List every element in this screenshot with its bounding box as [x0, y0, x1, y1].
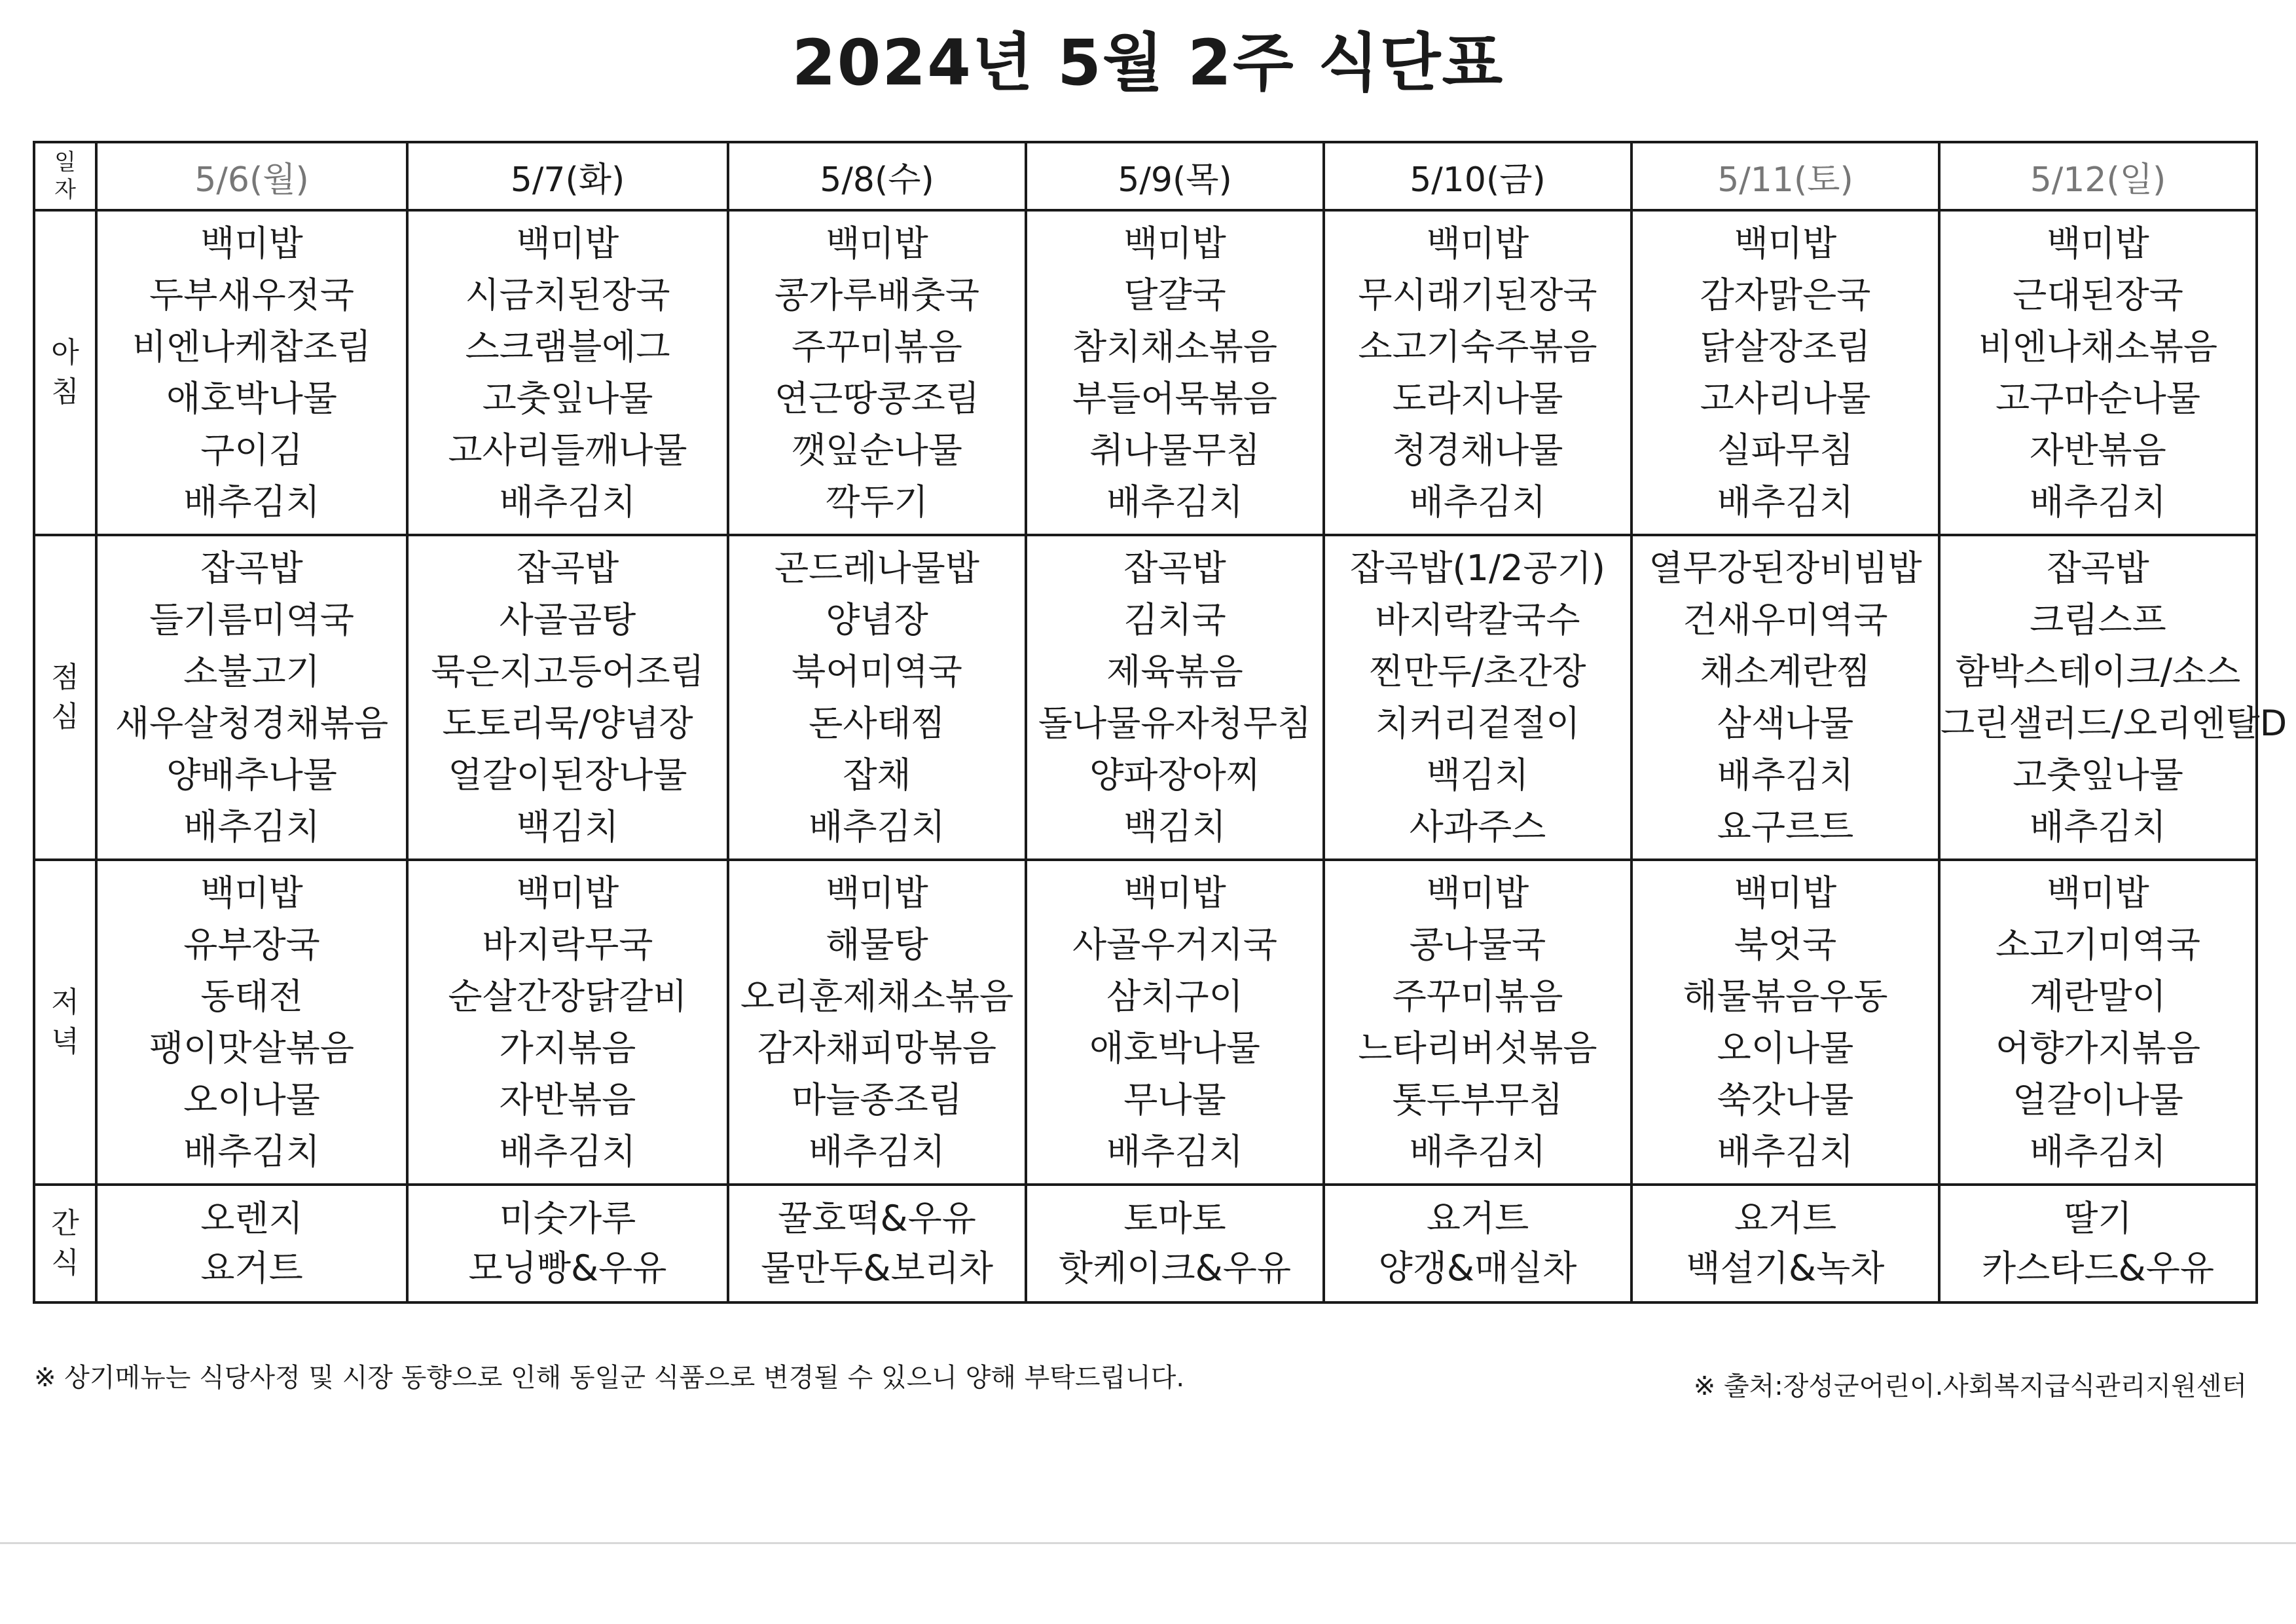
menu-item: 돌나물유자청무침	[1038, 703, 1312, 744]
snack-row	[34, 1185, 2257, 1302]
meal-label	[34, 535, 96, 860]
menu-item: 얼갈이된장나물	[448, 754, 687, 796]
menu-item: 잡곡밥	[2047, 547, 2149, 589]
menu-item: 두부새우젓국	[149, 274, 354, 316]
menu-item: 청경채나물	[1392, 430, 1563, 471]
menu-cell	[1324, 535, 1631, 860]
menu-item: 요구르트	[1717, 806, 1854, 847]
menu-item: 제육볶음	[1106, 651, 1243, 692]
menu-item: 잡곡밥(1/2공기)	[1350, 547, 1605, 589]
dinner-row	[34, 860, 2257, 1185]
menu-item-list	[1941, 867, 2255, 1177]
lunch-row	[34, 535, 2257, 860]
menu-item: 소고기미역국	[1995, 924, 2200, 965]
menu-item: 배추김치	[183, 806, 320, 847]
menu-item: 백미밥	[200, 872, 303, 913]
meal-label-char: 간	[51, 1207, 79, 1240]
menu-item: 구이김	[200, 430, 303, 471]
menu-item: 사골우거지국	[1072, 924, 1277, 965]
menu-item: 백미밥	[2047, 223, 2149, 264]
menu-item-list	[1027, 867, 1322, 1177]
menu-item: 백미밥	[826, 872, 928, 913]
menu-cell	[1324, 210, 1631, 535]
menu-item: 백김치	[516, 806, 619, 847]
menu-cell	[1324, 1185, 1631, 1302]
menu-item-list	[1325, 1194, 1630, 1293]
menu-item: 깻잎순나물	[792, 430, 962, 471]
menu-item-list	[729, 542, 1025, 853]
menu-item: 북어미역국	[792, 651, 962, 692]
menu-item: 도라지나물	[1392, 378, 1563, 419]
menu-item: 배추김치	[809, 806, 945, 847]
menu-item: 잡채	[843, 754, 911, 796]
menu-item: 애호박나물	[166, 378, 337, 419]
menu-item: 양갱&매실차	[1378, 1247, 1577, 1289]
menu-item: 소불고기	[183, 651, 320, 692]
corner-char: 일	[54, 149, 76, 175]
menu-cell	[1939, 1185, 2257, 1302]
menu-cell	[96, 210, 407, 535]
menu-item: 배추김치	[2030, 806, 2166, 847]
day-header: 5/7(화)	[407, 142, 728, 210]
menu-item: 시금치된장국	[465, 274, 670, 316]
menu-item: 백김치	[1426, 754, 1529, 796]
menu-item: 핫케이크&우유	[1058, 1247, 1292, 1289]
menu-item: 잡곡밥	[1123, 547, 1226, 589]
menu-item: 토마토	[1123, 1198, 1226, 1239]
menu-item: 사골곰탕	[499, 599, 636, 640]
day-header: 5/10(금)	[1324, 142, 1631, 210]
menu-item: 콩가루배춧국	[774, 274, 979, 316]
menu-item-list	[1027, 217, 1322, 528]
menu-item-list	[1325, 542, 1630, 853]
menu-item: 삼색나물	[1717, 703, 1854, 744]
menu-item: 취나물무침	[1089, 430, 1260, 471]
menu-item: 김치국	[1123, 599, 1226, 640]
menu-item: 배추김치	[1409, 1131, 1546, 1172]
menu-item: 배추김치	[499, 481, 636, 523]
menu-item: 소고기숙주볶음	[1358, 326, 1597, 367]
menu-item: 삼치구이	[1106, 976, 1243, 1017]
menu-cell	[1631, 1185, 1939, 1302]
menu-item: 계란말이	[2030, 976, 2166, 1017]
menu-item: 마늘종조림	[792, 1079, 962, 1120]
menu-item-list	[98, 542, 406, 853]
menu-item: 주꾸미볶음	[1392, 976, 1563, 1017]
menu-cell	[728, 210, 1026, 535]
menu-item: 백미밥	[1123, 223, 1226, 264]
menu-cell	[96, 535, 407, 860]
menu-item-list	[1633, 542, 1938, 853]
menu-item: 열무강된장비빔밥	[1649, 547, 1922, 589]
menu-item: 닭살장조림	[1700, 326, 1871, 367]
meal-label-char: 점	[51, 661, 79, 694]
menu-item: 요거트	[200, 1247, 303, 1289]
menu-cell	[728, 860, 1026, 1185]
menu-item: 해물볶음우동	[1683, 976, 1888, 1017]
menu-item: 달걀국	[1123, 274, 1226, 316]
menu-item: 양념장	[826, 599, 928, 640]
meal-label-char: 식	[51, 1246, 79, 1280]
menu-item: 건새우미역국	[1683, 599, 1888, 640]
menu-item: 쑥갓나물	[1717, 1079, 1854, 1120]
menu-item: 배추김치	[1717, 754, 1854, 796]
menu-item: 깍두기	[826, 481, 928, 523]
menu-cell	[1026, 1185, 1324, 1302]
menu-item: 고춧잎나물	[482, 378, 653, 419]
menu-item: 참치채소볶음	[1072, 326, 1277, 367]
menu-item-list	[409, 542, 727, 853]
breakfast-row	[34, 210, 2257, 535]
menu-item: 사과주스	[1409, 806, 1546, 847]
menu-item-list	[409, 867, 727, 1177]
menu-item: 백김치	[1123, 806, 1226, 847]
day-header: 5/8(수)	[728, 142, 1026, 210]
day-header: 5/9(목)	[1026, 142, 1324, 210]
menu-item: 해물탕	[826, 924, 928, 965]
menu-item: 백미밥	[1123, 872, 1226, 913]
menu-item-list	[729, 867, 1025, 1177]
menu-item: 묵은지고등어조림	[431, 651, 704, 692]
menu-item-list	[729, 217, 1025, 528]
menu-item: 톳두부무침	[1392, 1079, 1563, 1120]
menu-item: 꿀호떡&우유	[778, 1198, 976, 1239]
disclaimer-note: ※ 상기메뉴는 식당사정 및 시장 동향으로 인해 동일군 식품으로 변경될 수 있으니 양해 부탁드립니다.	[34, 1363, 1185, 1393]
menu-item: 백미밥	[516, 223, 619, 264]
menu-cell	[96, 1185, 407, 1302]
menu-item: 들기름미역국	[149, 599, 354, 640]
menu-cell	[1026, 535, 1324, 860]
menu-item: 딸기	[2064, 1198, 2132, 1239]
menu-item: 무나물	[1123, 1079, 1226, 1120]
menu-item: 배추김치	[183, 481, 320, 523]
menu-item: 배추김치	[1106, 1131, 1243, 1172]
menu-item: 바지락무국	[482, 924, 653, 965]
menu-cell	[1324, 860, 1631, 1185]
meal-label	[34, 1185, 96, 1302]
menu-item: 백미밥	[826, 223, 928, 264]
menu-item-list	[729, 1194, 1025, 1293]
menu-item: 실파무침	[1717, 430, 1854, 471]
menu-item: 감자채피망볶음	[757, 1027, 997, 1069]
menu-item: 연근땅콩조림	[774, 378, 979, 419]
menu-item: 배추김치	[2030, 481, 2166, 523]
menu-cell	[96, 860, 407, 1185]
menu-cell	[1026, 860, 1324, 1185]
menu-item: 순살간장닭갈비	[448, 976, 687, 1017]
menu-item: 고구마순나물	[1995, 378, 2200, 419]
menu-item: 감자맑은국	[1700, 274, 1871, 316]
menu-item: 배추김치	[2030, 1131, 2166, 1172]
menu-item: 유부장국	[183, 924, 320, 965]
menu-item: 미숫가루	[499, 1198, 636, 1239]
menu-cell	[1631, 210, 1939, 535]
menu-item: 백미밥	[200, 223, 303, 264]
corner-char: 자	[54, 177, 76, 203]
menu-item: 배추김치	[809, 1131, 945, 1172]
menu-item: 요거트	[1426, 1198, 1529, 1239]
menu-item: 백설기&녹차	[1686, 1247, 1885, 1289]
menu-item: 고사리들깨나물	[448, 430, 687, 471]
meal-label	[34, 860, 96, 1185]
menu-item-list	[409, 1194, 727, 1293]
menu-item-list	[1325, 867, 1630, 1177]
menu-item-list	[1027, 1194, 1322, 1293]
menu-item: 스크램블에그	[465, 326, 670, 367]
menu-item: 느타리버섯볶음	[1358, 1027, 1597, 1069]
menu-cell	[407, 1185, 728, 1302]
menu-cell	[407, 535, 728, 860]
menu-item: 크림스프	[2030, 599, 2166, 640]
menu-item: 요거트	[1734, 1198, 1837, 1239]
menu-item: 애호박나물	[1089, 1027, 1260, 1069]
menu-item: 백미밥	[1734, 872, 1837, 913]
menu-item: 자반볶음	[2030, 430, 2166, 471]
menu-item: 고사리나물	[1700, 378, 1871, 419]
menu-item: 어향가지볶음	[1995, 1027, 2200, 1069]
source-note: ※ 출처:장성군어린이.사회복지급식관리지원센터	[1693, 1371, 2247, 1401]
menu-item: 양배추나물	[166, 754, 337, 796]
menu-item: 무시래기된장국	[1358, 274, 1597, 316]
menu-item-list	[409, 217, 727, 528]
menu-item-list	[98, 867, 406, 1177]
menu-item: 백미밥	[1734, 223, 1837, 264]
menu-item-list	[1325, 217, 1630, 528]
menu-item: 잡곡밥	[516, 547, 619, 589]
menu-cell	[1939, 210, 2257, 535]
menu-item: 곤드레나물밥	[774, 547, 979, 589]
menu-item-list	[1027, 542, 1322, 853]
menu-cell	[728, 1185, 1026, 1302]
menu-item-list	[1633, 217, 1938, 528]
menu-cell	[407, 210, 728, 535]
menu-item: 양파장아찌	[1089, 754, 1260, 796]
date-header-row	[34, 142, 2257, 210]
menu-item: 잡곡밥	[200, 547, 303, 589]
menu-item: 배추김치	[1717, 481, 1854, 523]
menu-item: 오리훈제채소볶음	[740, 976, 1014, 1017]
meal-label-char: 아	[51, 336, 79, 369]
menu-cell	[1026, 210, 1324, 535]
menu-item: 자반볶음	[499, 1079, 636, 1120]
page-title: 2024년 5월 2주 식단표	[792, 26, 1504, 100]
menu-item: 얼갈이나물	[2013, 1079, 2183, 1120]
day-header: 5/6(월)	[96, 142, 407, 210]
meal-label-char: 저	[51, 986, 79, 1019]
day-header: 5/12(일)	[1939, 142, 2257, 210]
menu-item: 백미밥	[1426, 223, 1529, 264]
meal-label-char: 녁	[51, 1025, 79, 1058]
menu-item: 배추김치	[1717, 1131, 1854, 1172]
menu-item: 비엔나케찹조림	[132, 326, 372, 367]
meal-plan-table	[33, 141, 2287, 1304]
menu-cell	[407, 860, 728, 1185]
menu-item: 채소계란찜	[1700, 651, 1871, 692]
menu-cell	[1939, 860, 2257, 1185]
menu-cell	[728, 535, 1026, 860]
menu-item-list	[1941, 217, 2255, 528]
menu-item: 그린샐러드/오리엔탈D	[1941, 703, 2287, 744]
menu-item: 백미밥	[516, 872, 619, 913]
menu-item: 도토리묵/양념장	[442, 703, 693, 744]
menu-item-list	[98, 217, 406, 528]
meal-label	[34, 210, 96, 535]
menu-item: 배추김치	[1106, 481, 1243, 523]
menu-item-list	[98, 1194, 406, 1293]
menu-item: 오이나물	[183, 1079, 320, 1120]
menu-item-list	[1941, 1194, 2255, 1293]
menu-item: 팽이맛살볶음	[149, 1027, 354, 1069]
menu-item: 동태전	[200, 976, 303, 1017]
scan-edge-line	[0, 1542, 2296, 1544]
menu-item-list	[1633, 1194, 1938, 1293]
menu-item: 근대된장국	[2013, 274, 2183, 316]
menu-item: 찐만두/초간장	[1369, 651, 1586, 692]
menu-item: 주꾸미볶음	[792, 326, 962, 367]
menu-item-list	[1633, 867, 1938, 1177]
menu-item: 콩나물국	[1409, 924, 1546, 965]
menu-item: 카스타드&우유	[1981, 1247, 2215, 1289]
menu-cell	[1631, 535, 1939, 860]
menu-item: 부들어묵볶음	[1072, 378, 1277, 419]
date-corner-label	[34, 142, 96, 210]
menu-item: 오렌지	[200, 1198, 303, 1239]
menu-item: 백미밥	[1426, 872, 1529, 913]
menu-cell	[1631, 860, 1939, 1185]
menu-item: 가지볶음	[499, 1027, 636, 1069]
day-header: 5/11(토)	[1631, 142, 1939, 210]
menu-item: 돈사태찜	[809, 703, 945, 744]
menu-item-list	[1941, 542, 2287, 853]
meal-label-char: 침	[51, 375, 79, 409]
menu-item: 함박스테이크/소스	[1955, 651, 2241, 692]
menu-item: 배추김치	[1409, 481, 1546, 523]
menu-item: 물만두&보리차	[760, 1247, 994, 1289]
meal-label-char: 심	[51, 700, 79, 733]
menu-item: 북엇국	[1734, 924, 1837, 965]
menu-item: 오이나물	[1717, 1027, 1854, 1069]
menu-item: 배추김치	[183, 1131, 320, 1172]
menu-item: 치커리겉절이	[1375, 703, 1580, 744]
menu-cell	[1939, 535, 2287, 860]
menu-item: 모닝빵&우유	[468, 1247, 667, 1289]
menu-item: 바지락칼국수	[1375, 599, 1580, 640]
menu-item: 고춧잎나물	[2013, 754, 2183, 796]
menu-item: 비엔나채소볶음	[1978, 326, 2218, 367]
menu-item: 배추김치	[499, 1131, 636, 1172]
menu-item: 새우살청경채볶음	[115, 703, 389, 744]
menu-item: 백미밥	[2047, 872, 2149, 913]
